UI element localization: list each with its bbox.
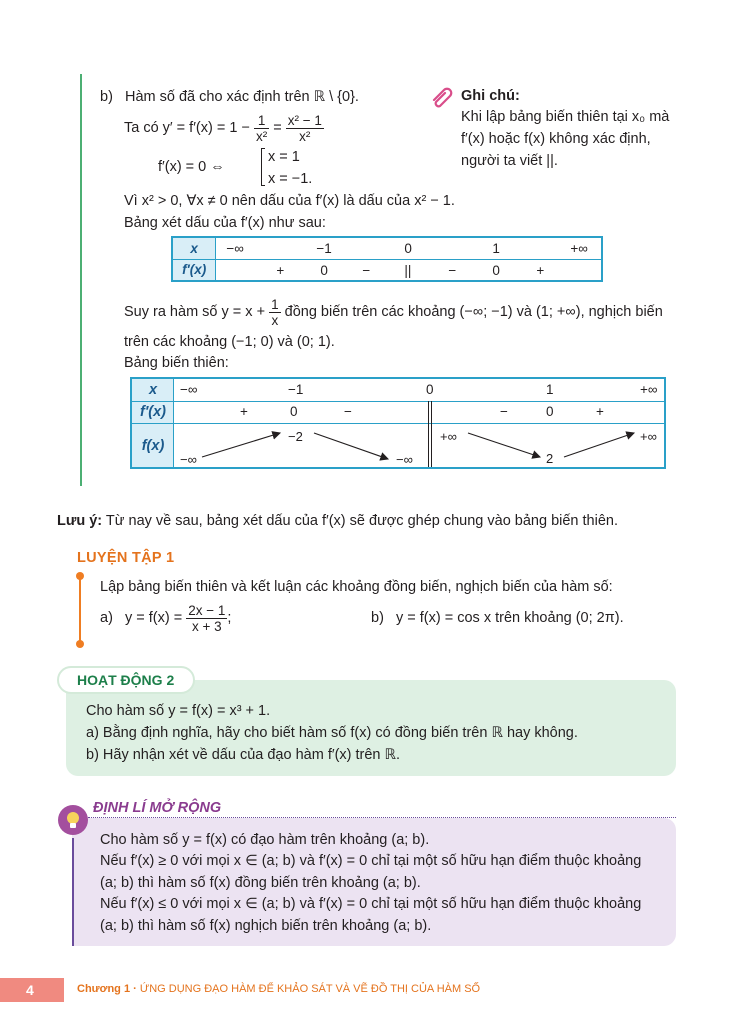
theorem-line: Nếu f′(x) ≥ 0 với mọi x ∈ (a; b) và f′(x) = 0 chỉ tại một số hữu hạn điểm thuộc khoảng: [100, 853, 642, 869]
sign-fp-val: 0: [492, 262, 500, 278]
var-x-val: −∞: [180, 382, 198, 397]
sign-fp-val: 0: [320, 262, 328, 278]
section-rule: [80, 74, 82, 486]
activity-a: a) Bằng định nghĩa, hãy cho biết hàm số f(x) có đồng biến trên ℝ hay không.: [86, 725, 578, 741]
part-b-intro: b) Hàm số đã cho xác định trên ℝ \ {0}.: [100, 89, 359, 105]
theorem-title: ĐỊNH LÍ MỞ RỘNG: [93, 800, 222, 816]
var-fp-val: −: [344, 404, 352, 419]
rule-dot: [76, 640, 84, 648]
var-x-val: +∞: [640, 382, 658, 397]
variation-intro: Bảng biến thiên:: [124, 355, 229, 371]
paperclip-icon: [430, 86, 454, 108]
sign-table-intro: Bảng xét dấu của f′(x) như sau:: [124, 215, 326, 231]
sign-x-val: −1: [316, 241, 332, 256]
conclusion-line-1: Suy ra hàm số y = x + $\frac{1}{x}$ đồng biến trên các khoảng (−∞; −1) và (1; +∞), nghịch biến: [124, 296, 663, 328]
activity-title: HOẠT ĐỘNG 2: [57, 666, 195, 694]
theorem-line: Cho hàm số y = f(x) có đạo hàm trên khoảng (a; b).: [100, 832, 430, 848]
var-fp-val: +: [596, 404, 604, 419]
sign-x-val: 1: [492, 241, 500, 256]
var-fp-val: 0: [546, 404, 554, 419]
var-x-val: 1: [546, 382, 554, 397]
sign-fp-val: +: [276, 262, 285, 278]
var-f-label: f(x): [141, 438, 165, 454]
cases-bracket: [261, 148, 265, 186]
sign-table-x-label: x: [172, 237, 216, 259]
practice-rule: [79, 574, 81, 644]
activity-line-1: Cho hàm số y = f(x) = x³ + 1.: [86, 703, 271, 719]
var-x-val: −1: [288, 382, 304, 397]
variation-table: [130, 377, 666, 469]
var-f-val: 2: [546, 451, 554, 466]
page-number: 4: [0, 978, 64, 1002]
rule-dot: [76, 572, 84, 580]
note-line-1: Khi lập bảng biến thiên tại x₀ mà: [461, 109, 670, 125]
var-x-val: 0: [426, 382, 434, 397]
theorem-line: Nếu f′(x) ≤ 0 với mọi x ∈ (a; b) và f′(x) = 0 chỉ tại một số hữu hạn điểm thuộc khoảng: [100, 896, 642, 912]
sign-table-fp-label: f′(x): [172, 259, 216, 281]
var-fp-val: 0: [290, 404, 298, 419]
theorem-line: (a; b) thì hàm số f(x) nghịch biến trên khoảng (a; b).: [100, 918, 432, 934]
case-1: x = 1: [268, 149, 300, 165]
practice-prompt: Lập bảng biến thiên và kết luận các khoảng đồng biến, nghịch biến của hàm số:: [100, 579, 613, 595]
activity-b: b) Hãy nhận xét về dấu của đạo hàm f′(x) trên ℝ.: [86, 747, 401, 763]
practice-b: b) y = f(x) = cos x trên khoảng (0; 2π).: [371, 610, 624, 626]
sign-fp-val: −: [448, 262, 457, 278]
sign-fp-val: +: [536, 262, 545, 278]
var-f-val: −∞: [180, 452, 197, 467]
conclusion-line-2: trên các khoảng (−1; 0) và (0; 1).: [124, 334, 335, 350]
chapter-footer: Chương 1 · ỨNG DỤNG ĐẠO HÀM ĐỂ KHẢO SÁT VÀ VẼ ĐỒ THỊ CỦA HÀM SỐ: [77, 983, 481, 995]
theorem-line: (a; b) thì hàm số f(x) đồng biến trên khoảng (a; b).: [100, 875, 421, 891]
theorem-rule: [72, 838, 74, 946]
var-f-val: +∞: [440, 429, 457, 444]
var-fp-label: f′(x): [139, 404, 167, 420]
case-2: x = −1.: [268, 171, 313, 187]
var-f-val: −2: [288, 429, 303, 444]
var-f-val: −∞: [396, 452, 413, 467]
lightbulb-icon: [58, 805, 88, 835]
zero-equation: f′(x) = 0 ⇔: [158, 159, 225, 175]
sign-x-val: 0: [404, 241, 412, 256]
note-luu-y: Lưu ý: Từ nay về sau, bảng xét dấu của f′(x) sẽ được ghép chung vào bảng biến thiên.: [57, 513, 618, 529]
practice-a: a) y = f(x) = $\frac{2x - 1}{x + 3}$ ;: [100, 602, 232, 634]
sign-x-val: −∞: [226, 241, 244, 256]
var-fp-val: +: [240, 404, 248, 419]
derivative-line: Ta có y′ = f′(x) = 1 − $\frac{1}{\text{x²}}$ = $\frac{\text{x² − 1}}{\text{x²}}$: [124, 112, 322, 144]
variation-arrows: [132, 423, 664, 467]
sign-reason: Vì x² > 0, ∀x ≠ 0 nên dấu của f′(x) là dấu của x² − 1.: [124, 193, 455, 209]
var-x-label: x: [148, 382, 158, 398]
note-line-3: người ta viết ||.: [461, 153, 558, 169]
note-title: Ghi chú:: [461, 88, 520, 104]
theorem-top-rule: [88, 817, 676, 818]
note-line-2: f′(x) hoặc f(x) không xác định,: [461, 131, 651, 147]
practice-title: LUYỆN TẬP 1: [77, 550, 175, 566]
var-fp-val: −: [500, 404, 508, 419]
sign-x-val: +∞: [570, 241, 588, 256]
sign-table: [171, 236, 603, 282]
sign-fp-val: ||: [404, 262, 412, 278]
sign-fp-val: −: [362, 262, 371, 278]
var-f-val: +∞: [640, 429, 657, 444]
